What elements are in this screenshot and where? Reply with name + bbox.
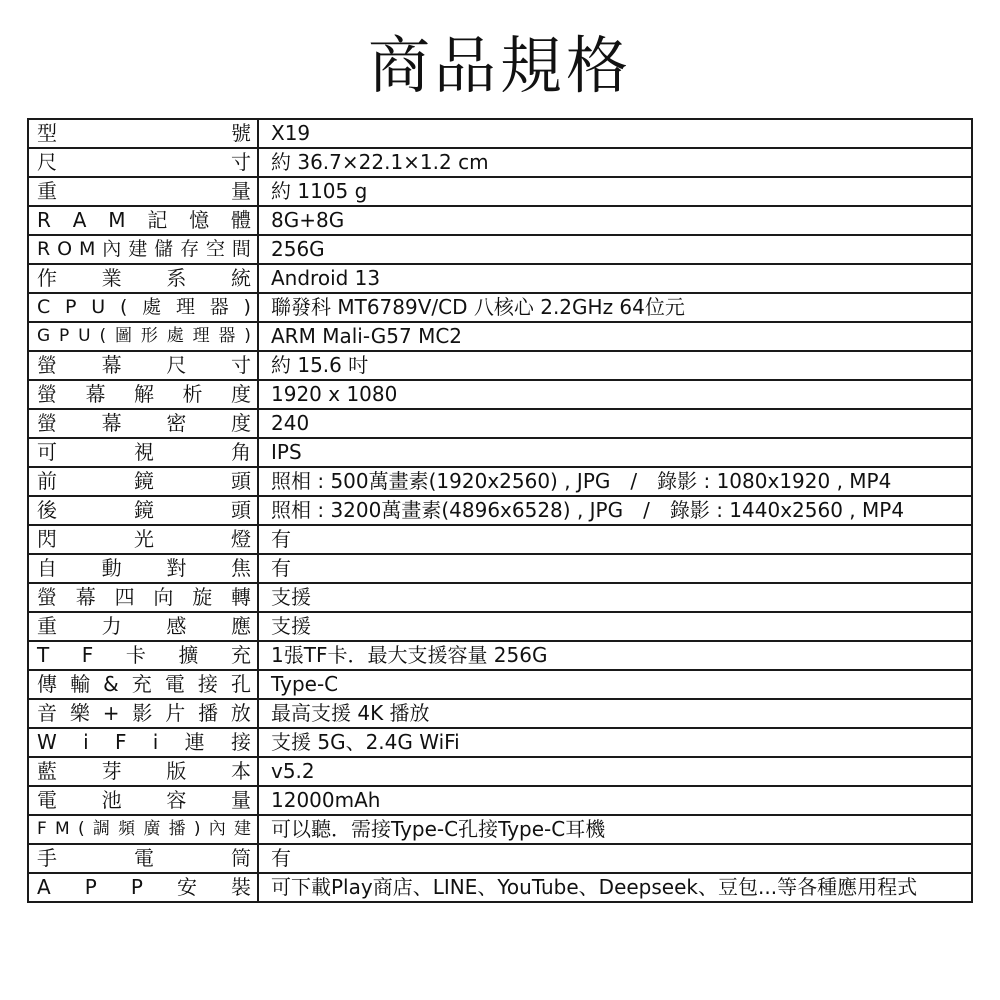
spec-label — [28, 757, 258, 786]
spec-label — [28, 786, 258, 815]
spec-row — [28, 583, 972, 612]
spec-label-text: 型 號 — [37, 121, 251, 145]
spec-row — [28, 148, 972, 177]
spec-value: 支援 5G、2.4G WiFi — [258, 728, 972, 757]
spec-label — [28, 177, 258, 206]
spec-label — [28, 873, 258, 902]
spec-label-text: R A M 記 憶 體 — [37, 208, 251, 232]
spec-value: 8G+8G — [258, 206, 972, 235]
spec-row — [28, 554, 972, 583]
spec-value: 照相 : 3200萬畫素(4896x6528) , JPG / 錄影 : 1440x2560 , MP4 — [258, 496, 972, 525]
spec-row — [28, 235, 972, 264]
spec-value: 最高支援 4K 播放 — [258, 699, 972, 728]
spec-label — [28, 728, 258, 757]
spec-value: X19 — [258, 119, 972, 148]
spec-label-text: 螢 幕 尺 寸 — [37, 353, 251, 377]
spec-label — [28, 641, 258, 670]
spec-value: 有 — [258, 525, 972, 554]
spec-label — [28, 583, 258, 612]
spec-label-text: 螢 幕 四 向 旋 轉 — [37, 585, 251, 609]
spec-label-text: 螢 幕 解 析 度 — [37, 382, 251, 406]
spec-row — [28, 670, 972, 699]
spec-value: 支援 — [258, 612, 972, 641]
spec-label — [28, 670, 258, 699]
spec-row — [28, 438, 972, 467]
spec-value: ARM Mali-G57 MC2 — [258, 322, 972, 351]
spec-row — [28, 119, 972, 148]
spec-label-text: 電 池 容 量 — [37, 788, 251, 812]
spec-label — [28, 206, 258, 235]
spec-row — [28, 351, 972, 380]
spec-label-text: R O M 內 建 儲 存 空 間 — [37, 238, 251, 260]
spec-row — [28, 612, 972, 641]
spec-row — [28, 641, 972, 670]
spec-label-text: C P U ( 處 理 器 ) — [37, 296, 251, 318]
spec-label-text: 螢 幕 密 度 — [37, 411, 251, 435]
spec-label-text: 自 動 對 焦 — [37, 556, 251, 580]
spec-table — [27, 118, 973, 903]
spec-label — [28, 235, 258, 264]
spec-value: 240 — [258, 409, 972, 438]
spec-label-text: W i F i 連 接 — [37, 730, 251, 754]
spec-label — [28, 525, 258, 554]
spec-label — [28, 438, 258, 467]
spec-label — [28, 293, 258, 322]
spec-label — [28, 409, 258, 438]
spec-value: 12000mAh — [258, 786, 972, 815]
spec-label-text: T F 卡 擴 充 — [37, 643, 251, 667]
spec-value: v5.2 — [258, 757, 972, 786]
spec-label — [28, 496, 258, 525]
spec-label-text: 音 樂 + 影 片 播 放 — [37, 701, 251, 725]
spec-label — [28, 264, 258, 293]
spec-row — [28, 873, 972, 902]
spec-value: 1920 x 1080 — [258, 380, 972, 409]
spec-row — [28, 409, 972, 438]
spec-label — [28, 351, 258, 380]
spec-label-text: 可 視 角 — [37, 440, 251, 464]
spec-row — [28, 496, 972, 525]
spec-value: 約 36.7×22.1×1.2 cm — [258, 148, 972, 177]
spec-row — [28, 380, 972, 409]
spec-label-text: 手 電 筒 — [37, 846, 251, 870]
spec-row — [28, 699, 972, 728]
spec-value: 照相 : 500萬畫素(1920x2560) , JPG / 錄影 : 1080x1920 , MP4 — [258, 467, 972, 496]
spec-value: 有 — [258, 554, 972, 583]
spec-label-text: 重 力 感 應 — [37, 614, 251, 638]
spec-value: 可下載Play商店、LINE、YouTube、Deepseek、豆包...等各種應用程式 — [258, 873, 972, 902]
spec-label — [28, 815, 258, 844]
spec-label — [28, 612, 258, 641]
spec-value: Android 13 — [258, 264, 972, 293]
spec-value: 聯發科 MT6789V/CD 八核心 2.2GHz 64位元 — [258, 293, 972, 322]
spec-row — [28, 322, 972, 351]
spec-label — [28, 844, 258, 873]
spec-value: 有 — [258, 844, 972, 873]
spec-label — [28, 467, 258, 496]
spec-label — [28, 119, 258, 148]
spec-label-text: 前 鏡 頭 — [37, 469, 251, 493]
spec-label-text: 閃 光 燈 — [37, 527, 251, 551]
spec-label-text: 作 業 系 統 — [37, 266, 251, 290]
spec-label — [28, 699, 258, 728]
spec-label-text: 尺 寸 — [37, 150, 251, 174]
spec-label — [28, 554, 258, 583]
spec-row — [28, 293, 972, 322]
spec-row — [28, 786, 972, 815]
spec-row — [28, 177, 972, 206]
spec-label — [28, 380, 258, 409]
spec-label — [28, 148, 258, 177]
spec-row — [28, 728, 972, 757]
spec-row — [28, 264, 972, 293]
spec-label-text: F M ( 調 頻 廣 播 ) 內 建 — [37, 819, 251, 839]
spec-row — [28, 467, 972, 496]
spec-label-text: 後 鏡 頭 — [37, 498, 251, 522]
page-title: 商品規格 — [367, 29, 632, 102]
spec-value: 約 15.6 吋 — [258, 351, 972, 380]
spec-label-text: 藍 芽 版 本 — [37, 759, 251, 783]
spec-row — [28, 757, 972, 786]
spec-row — [28, 206, 972, 235]
spec-value: Type-C — [258, 670, 972, 699]
spec-value: 1張TF卡．最大支援容量 256G — [258, 641, 972, 670]
spec-label-text: A P P 安 裝 — [37, 875, 251, 899]
spec-row — [28, 525, 972, 554]
spec-row — [28, 815, 972, 844]
spec-value: 可以聽．需接Type-C孔接Type-C耳機 — [258, 815, 972, 844]
spec-value: IPS — [258, 438, 972, 467]
spec-label-text: 傳 輸 & 充 電 接 孔 — [37, 672, 251, 696]
spec-value: 支援 — [258, 583, 972, 612]
spec-row — [28, 844, 972, 873]
spec-label-text: G P U ( 圖 形 處 理 器 ) — [37, 326, 251, 346]
spec-label-text: 重 量 — [37, 179, 251, 203]
spec-label — [28, 322, 258, 351]
spec-value: 256G — [258, 235, 972, 264]
spec-value: 約 1105 g — [258, 177, 972, 206]
